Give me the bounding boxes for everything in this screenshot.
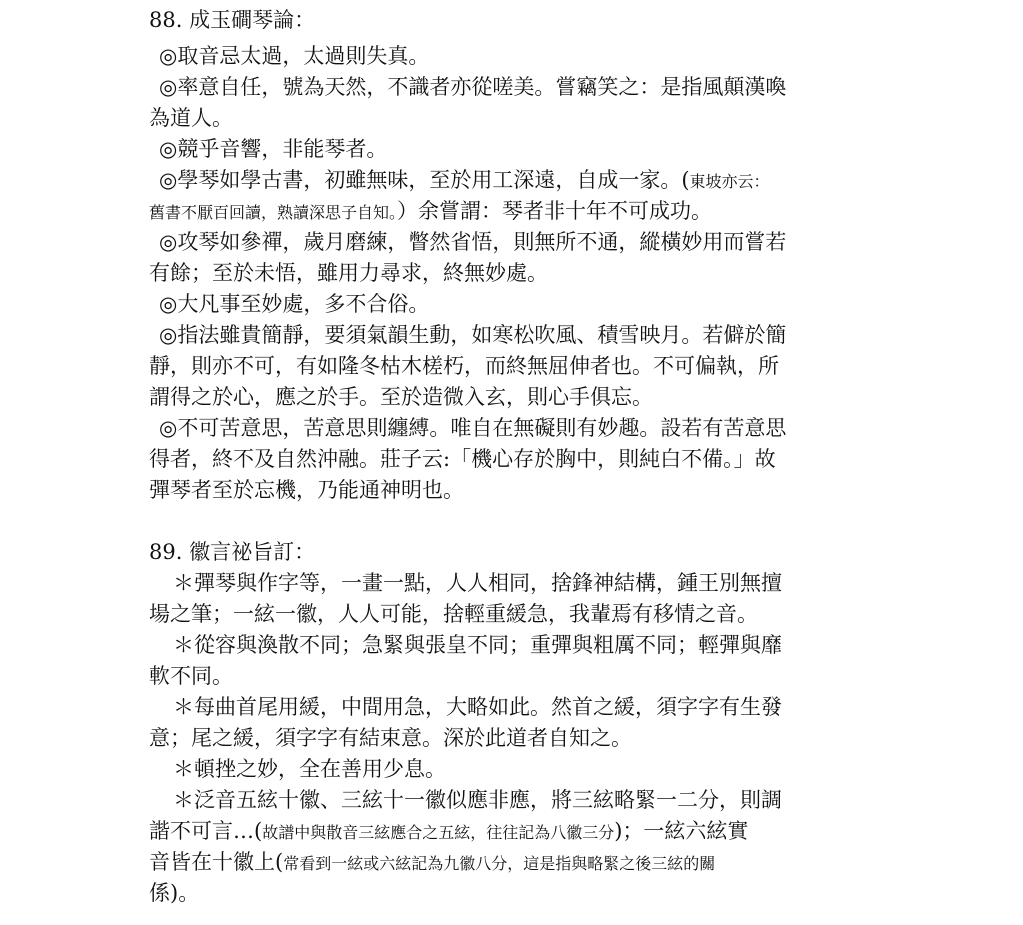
annotation-note: 常看到一絃或六絃記為九徽八分，這是指與略緊之後三絃的關 bbox=[283, 854, 716, 873]
paragraph-line bbox=[149, 165, 889, 196]
paragraph-line: ＊頓挫之妙，全在善用少息。 bbox=[173, 757, 446, 781]
paragraph-line: ＊彈琴與作字等，一畫一點，人人相同，捨鋒神結構，鍾王別無擅 bbox=[173, 571, 782, 595]
paragraph-line: 得者，終不及自然沖融。莊子云:「機心存於胸中，則純白不備。」故 bbox=[149, 447, 776, 471]
paragraph-line: 為道人。 bbox=[149, 106, 233, 130]
paragraph-line: 意；尾之緩，須字字有結束意。深於此道者自知之。 bbox=[149, 726, 632, 750]
section-89-title: 89. 徽言祕旨訂： bbox=[149, 540, 316, 564]
paragraph-line: ＊泛音五絃十徽、三絃十一徽似應非應，將三絃略緊一二分，則調 bbox=[173, 788, 782, 812]
annotation-note: 故譜中與散音三絃應合之五絃，往往記為八徽三分 bbox=[262, 823, 615, 842]
paragraph-text: ）余嘗謂：琴者非十年不可成功。 bbox=[397, 199, 713, 223]
paragraph-line: ＊每曲首尾用緩，中間用急，大略如此。然首之緩，須字字有生發 bbox=[173, 695, 782, 719]
paragraph-line bbox=[149, 847, 889, 878]
paragraph-line: 有餘；至於未悟，雖用力尋求，終無妙處。 bbox=[149, 261, 548, 285]
paragraph-line: 場之筆；一絃一徽，人人可能，捨輕重緩急，我輩焉有移情之音。 bbox=[149, 602, 758, 626]
section-88-title: 88. 成玉磵琴論： bbox=[149, 8, 316, 32]
paragraph-line: 彈琴者至於忘機，乃能通神明也。 bbox=[149, 478, 464, 502]
paragraph-line bbox=[149, 816, 889, 847]
paragraph-line: ◎取音忌太過，太過則失真。 bbox=[159, 44, 430, 68]
document-page bbox=[149, 0, 889, 909]
paragraph-line: ◎指法雖貴簡靜，要須氣韻生動，如寒松吹風、積雪映月。若僻於簡 bbox=[159, 323, 787, 347]
paragraph-line: ◎率意自任，號為天然，不識者亦從嗟美。嘗竊笑之：是指風顛漢喚 bbox=[159, 75, 787, 99]
annotation-note: 舊書不厭百回讀，熟讀深思子自知。 bbox=[149, 203, 398, 222]
paragraph-text: 音皆在十徽上( bbox=[149, 850, 284, 874]
annotation-note: 東坡亦云： bbox=[689, 172, 770, 191]
paragraph-text: 諧不可言…( bbox=[149, 819, 263, 843]
paragraph-line: 係)。 bbox=[149, 881, 200, 905]
paragraph-line: 軟不同。 bbox=[149, 664, 233, 688]
section-gap bbox=[149, 506, 889, 537]
paragraph-line: 靜，則亦不可，有如隆冬枯木槎朽，而終無屈伸者也。不可偏執，所 bbox=[149, 354, 779, 378]
paragraph-line: ◎不可苦意思，苦意思則纏縛。唯自在無礙則有妙趣。設若有苦意思 bbox=[159, 416, 787, 440]
paragraph-line: 謂得之於心，應之於手。至於造微入玄，則心手俱忘。 bbox=[149, 385, 653, 409]
paragraph-line: ＊從容與渙散不同；急緊與張皇不同；重彈與粗厲不同；輕彈與靡 bbox=[173, 633, 782, 657]
paragraph-text: ◎學琴如學古書，初雖無味，至於用工深遠，自成一家。( bbox=[159, 168, 690, 192]
paragraph-line: ◎大凡事至妙處，多不合俗。 bbox=[159, 292, 430, 316]
paragraph-line: ◎競乎音響，非能琴者。 bbox=[159, 137, 388, 161]
paragraph-line: ◎攻琴如參禪，歲月磨練，瞥然省悟，則無所不通，縱橫妙用而嘗若 bbox=[159, 230, 787, 254]
paragraph-text: )；一絃六絃實 bbox=[614, 819, 749, 843]
paragraph-line bbox=[149, 196, 889, 227]
